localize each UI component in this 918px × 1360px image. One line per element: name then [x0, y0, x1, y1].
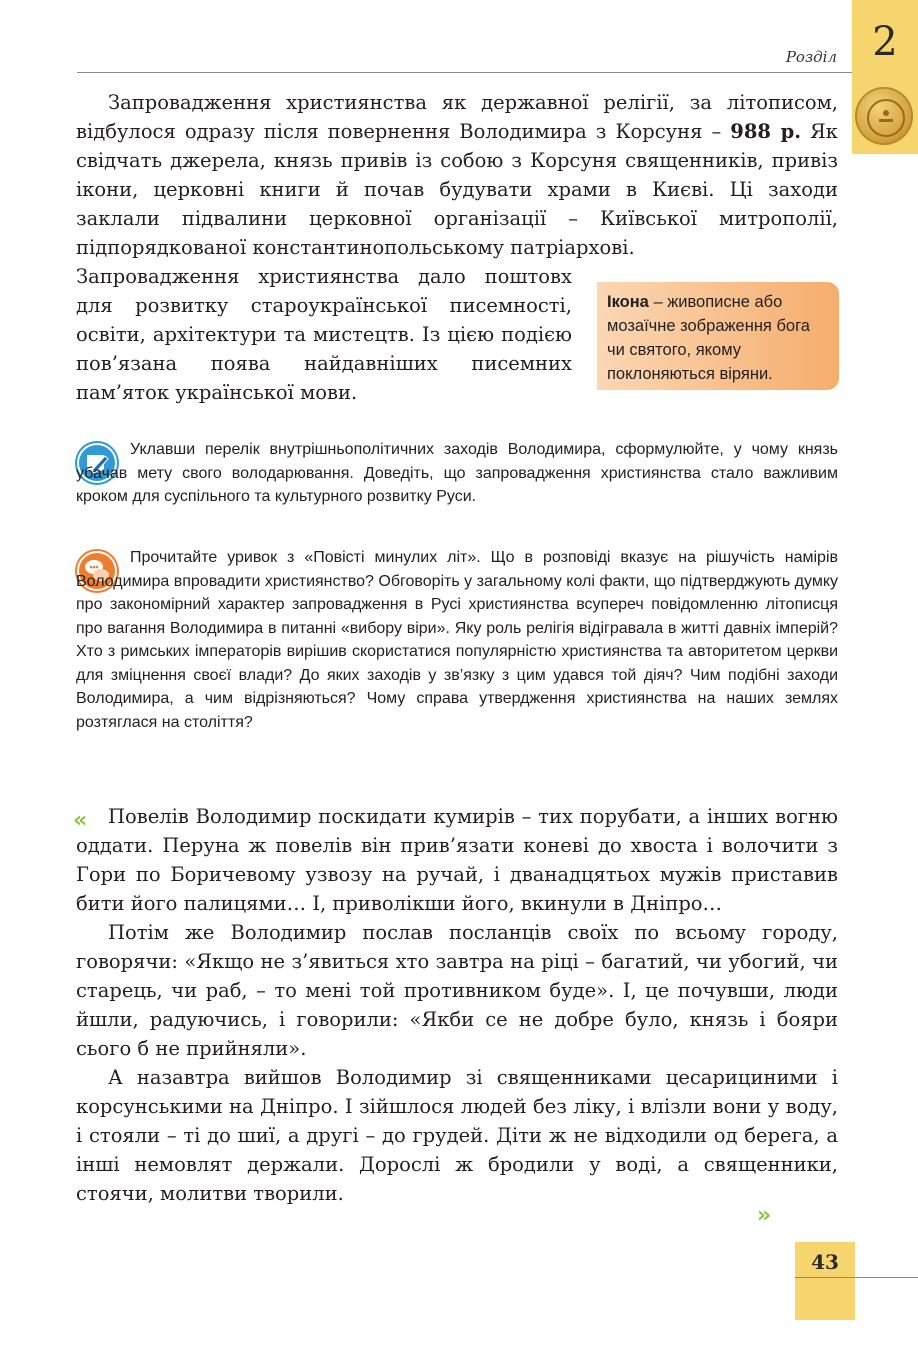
header-rule: [77, 72, 852, 73]
term-definition-box: [597, 282, 839, 390]
chapter-number: 2: [872, 19, 898, 65]
coin-emblem-icon: [855, 87, 913, 145]
footer-rule: [795, 1277, 918, 1278]
intro-paragraph-continued: Запровадження християнства дало поштовх для розвитку староукраїнської писемності, освіти, архітектури та мистецтв. Із цією подією пов’язана поява найдавніших писемних пам’яток української мови.: [76, 265, 572, 404]
term-definition: – живописне або мозаїчне зображення бога чи святого, якому поклоняються віряни.: [607, 293, 810, 383]
year-highlight: 988 р.: [730, 120, 802, 143]
intro-paragraph: Запровадження християнства як державної релігії, за літописом, відбулося одразу після повернення Володимира з Корсуня – 988 р. Як свідчать джерела, князь привів із собою з Корсуня священників, привіз ікони, церковні книги й почав будувати храми в Києві. Ці заходи заклали підвалини церковної організації – Київської митрополії, підпорядкованої константинопольському патріархові.: [76, 91, 838, 259]
quote-open-mark: «: [73, 808, 88, 833]
quote-close-mark: »: [757, 1203, 772, 1228]
term-word: Ікона: [607, 293, 649, 311]
task-text-2: Прочитайте уривок з «Повісті минулих літ». Що в розповіді вказує на рішучість намірів Володимира впровадити християнство? Обговоріть у загальному колі факти, що підтверджують думку про закономірний характер запровадження в Русі християнства всупереч повідомленню літописця про вагання Володимира в питанні «вибору віри». Яку роль релігія відігравала в житті давніх імперій? Хто з римських імператорів вирішив скористатися популярністю християнства та авторитетом церкви для зміцнення своєї влади? До яких заходів у зв’язку з цим удався той діяч? Чим подібні заходи Володимира, а чим відрізняються? Чому справа утвердження християнства на наших землях розтяглася на століття?: [76, 549, 838, 731]
quote-paragraph: Потім же Володимир послав посланців своїх по всьому городу, говорячи: «Якщо не з’явиться хто завтра на ріці – багатий, чи убогий, чи старець, чи раб, – то мені той противником буде». І, це почувши, люди йшли, радуючись, і говорили: «Якби се не добре було, князь і бояри сього б не прийняли».: [76, 921, 838, 1060]
quote-paragraph: А назавтра вийшов Володимир зі священниками цесарициними і корсунськими на Дніпро. І зійшлося людей без ліку, і влізли вони у воду, і стояли – ті до шиї, а другі – до грудей. Діти ж не відходили од берега, а інші немовлят держали. Дорослі ж бродили у воді, а священники, стоячи, молитви творили.: [76, 1066, 838, 1205]
quote-paragraph: Повелів Володимир поскидати кумирів – тих порубати, а інших вогню оддати. Перуна ж повелів він прив’язати коневі до хвоста і волочити з Гори по Боричевому узвозу на ручай, і дванадцятьох мужів приставив бити його палицями… І, приволікши його, вкинули в Дніпро…: [76, 805, 838, 915]
page-number: 43: [811, 1250, 839, 1274]
task-text-1: Уклавши перелік внутрішньополітичних заходів Володимира, сформулюйте, у чому князь убачав мету свого володарювання. Доведіть, що запровадження християнства стало важливим кроком для суспільного та культурного розвитку Руси.: [76, 441, 838, 505]
section-label: Розділ: [785, 48, 837, 66]
chronicle-quote: [76, 802, 838, 1208]
